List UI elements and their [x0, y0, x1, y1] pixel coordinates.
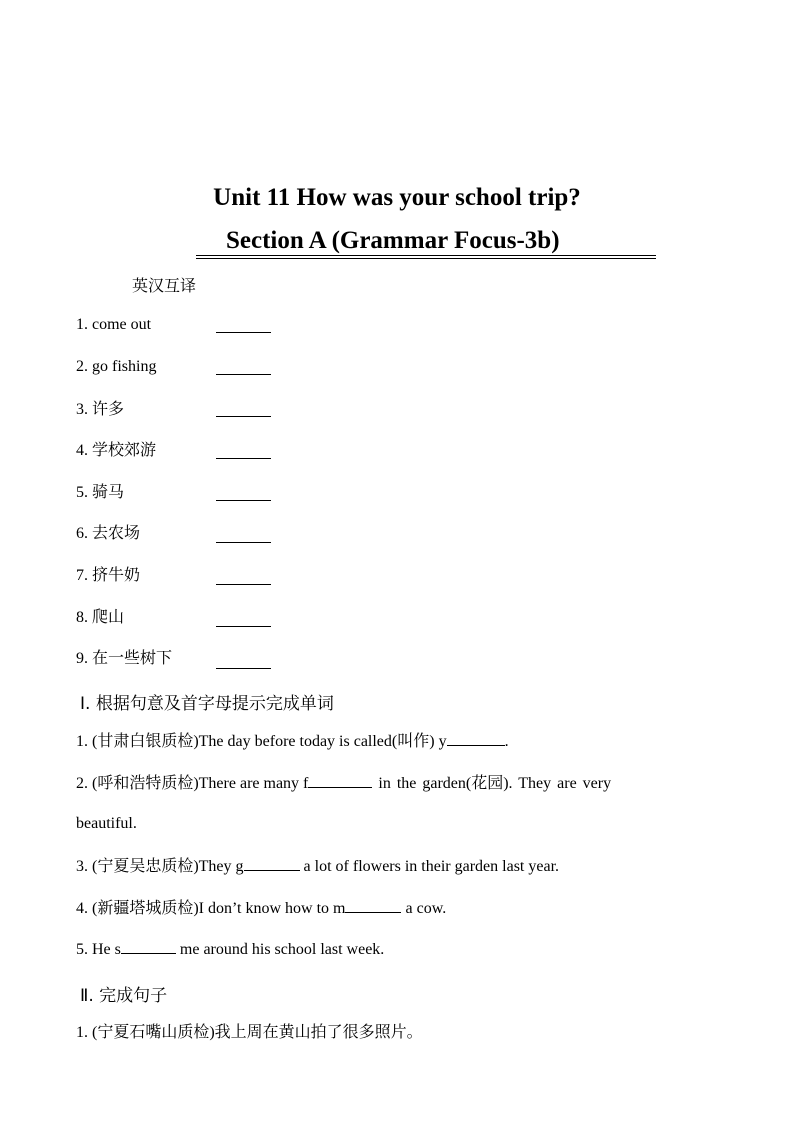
vocab-item-2: [76, 357, 156, 377]
question-text-end: me around his school last week.: [175, 941, 385, 958]
section-title-text: Section A (Grammar Focus-3b): [226, 227, 560, 254]
vocab-answer-blank-8[interactable]: [216, 610, 271, 627]
section-title-underline: [196, 255, 656, 256]
question-text: 1. (甘肃白银质检)The day before today is called(叫作) y: [76, 733, 447, 750]
section-1-heading: Ⅰ. 根据句意及首字母提示完成单词: [80, 694, 334, 714]
vocab-answer-blank-5[interactable]: [216, 484, 271, 501]
section-1-question-1: [76, 731, 509, 752]
vocab-item-text: 在一些树下: [92, 648, 173, 667]
vocab-answer-blank-1[interactable]: [216, 316, 271, 333]
vocab-item-3: [76, 399, 124, 420]
answer-blank[interactable]: [447, 731, 505, 746]
vocab-item-number: 1.: [76, 316, 88, 333]
vocab-answer-blank-3[interactable]: [216, 400, 271, 417]
section-title-underline-double: [196, 258, 656, 259]
vocab-answer-blank-4[interactable]: [216, 442, 271, 459]
question-text: 3. (宁夏吴忠质检)They g: [76, 858, 244, 875]
vocab-item-number: 9.: [76, 650, 88, 667]
vocab-item-9: [76, 648, 172, 669]
vocab-item-number: 3.: [76, 401, 88, 418]
vocab-item-text: come out: [92, 316, 152, 333]
section-title: [196, 227, 656, 257]
vocab-item-text: 挤牛奶: [92, 565, 141, 584]
answer-blank[interactable]: [121, 939, 176, 954]
question-text-end: a cow.: [401, 900, 447, 917]
vocab-item-text: 许多: [92, 399, 125, 418]
vocab-item-number: 7.: [76, 567, 88, 584]
vocab-item-text: 学校郊游: [92, 440, 157, 459]
vocab-answer-blank-2[interactable]: [216, 358, 271, 375]
vocab-item-4: [76, 440, 156, 461]
vocab-answer-blank-6[interactable]: [216, 526, 271, 543]
answer-blank[interactable]: [244, 856, 300, 871]
vocab-item-number: 8.: [76, 609, 88, 626]
vocab-item-number: 6.: [76, 525, 88, 542]
section-1-question-4: [76, 898, 446, 919]
question-text: 2. (呼和浩特质检)There are many f: [76, 775, 309, 792]
question-text: 5. He s: [76, 941, 121, 958]
vocab-item-1: [76, 315, 151, 335]
section-1-question-2-continued: beautiful.: [76, 815, 137, 832]
vocab-item-5: [76, 482, 124, 503]
answer-blank[interactable]: [345, 898, 401, 913]
vocab-item-number: 4.: [76, 442, 88, 459]
vocab-answer-blank-7[interactable]: [216, 568, 271, 585]
section-2-heading: Ⅱ. 完成句子: [80, 986, 168, 1006]
unit-title: Unit 11 How was your school trip?: [213, 184, 581, 211]
vocab-item-6: [76, 523, 140, 544]
question-text-end: in the garden(花园). They are very: [372, 775, 612, 792]
vocab-item-text: go fishing: [92, 358, 157, 375]
section-1-question-3: [76, 856, 559, 877]
vocab-item-text: 去农场: [92, 523, 141, 542]
vocab-answer-blank-9[interactable]: [216, 652, 271, 669]
section-1-question-2: [76, 773, 611, 794]
vocab-item-8: [76, 607, 124, 628]
section-2-question-1: 1. (宁夏石嘴山质检)我上周在黄山拍了很多照片。: [76, 1024, 423, 1041]
question-text: 4. (新疆塔城质检)I don’t know how to m: [76, 900, 346, 917]
section-1-question-5: [76, 939, 384, 960]
vocab-item-number: 2.: [76, 358, 88, 375]
vocab-item-text: 爬山: [92, 607, 125, 626]
vocab-heading: 英汉互译: [132, 276, 197, 295]
vocab-item-number: 5.: [76, 484, 88, 501]
vocab-item-7: [76, 565, 140, 586]
question-text-end: a lot of flowers in their garden last year.: [299, 858, 560, 875]
answer-blank[interactable]: [308, 773, 372, 788]
vocab-item-text: 骑马: [92, 482, 125, 501]
question-text-end: .: [504, 733, 509, 750]
